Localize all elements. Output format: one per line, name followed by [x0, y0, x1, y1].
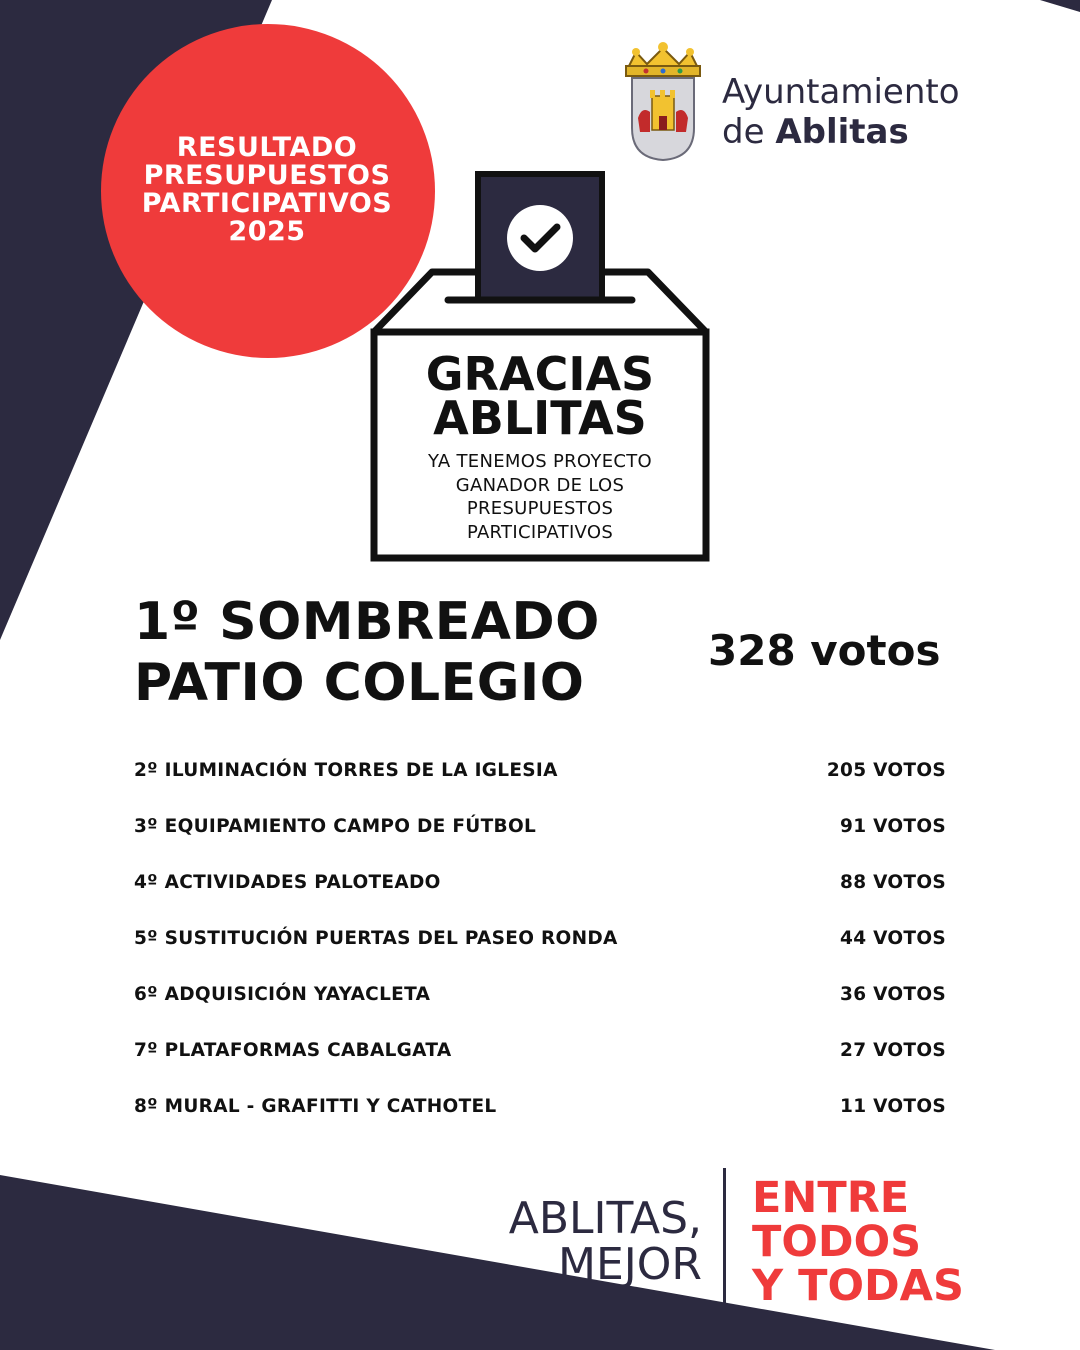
ballot-subtitle-line: PRESUPUESTOS	[466, 498, 614, 519]
ranking-votes: 11 VOTOS	[840, 1096, 946, 1117]
ranking-label: 3º EQUIPAMIENTO CAMPO DE FÚTBOL	[134, 816, 537, 837]
organization-name	[722, 72, 960, 152]
ranking-row	[134, 984, 946, 1040]
ballot-title-line: ABLITAS	[433, 391, 647, 445]
winner-line: 1º SOMBREADO	[134, 592, 600, 652]
org-line-2-name: Ablitas	[775, 112, 909, 152]
ranking-label: 8º MURAL - GRAFITTI Y CATHOTEL	[134, 1096, 497, 1117]
ranking-row	[134, 872, 946, 928]
ballot-title	[378, 347, 702, 445]
slogan-right-line: TODOS	[752, 1217, 922, 1267]
ranking-votes: 205 VOTOS	[826, 760, 946, 781]
badge-line: PARTICIPATIVOS	[141, 188, 393, 219]
rankings-list	[134, 760, 946, 1152]
slogan-right-line: Y TODAS	[752, 1261, 964, 1311]
badge-line: PRESUPUESTOS	[143, 160, 391, 191]
slogan-left-line: MEJOR	[558, 1239, 702, 1290]
org-line-1: Ayuntamiento	[722, 72, 960, 112]
badge-year: 2025	[228, 216, 306, 247]
ballot-subtitle-line: PARTICIPATIVOS	[466, 521, 614, 543]
ballot-subtitle	[378, 450, 702, 544]
ranking-label: 6º ADQUISICIÓN YAYACLETA	[134, 984, 431, 1005]
slogan-right	[752, 1173, 964, 1311]
ranking-votes: 44 VOTOS	[840, 928, 946, 949]
ranking-votes: 36 VOTOS	[840, 984, 946, 1005]
badge-line: RESULTADO	[176, 132, 358, 163]
ranking-votes: 27 VOTOS	[840, 1040, 946, 1061]
ballot-title-line: GRACIAS	[425, 347, 655, 401]
ranking-row	[134, 928, 946, 984]
ranking-row	[134, 760, 946, 816]
ballot-subtitle-line: GANADOR DE LOS	[455, 474, 625, 496]
check-circle	[507, 205, 573, 271]
ranking-label: 2º ILUMINACIÓN TORRES DE LA IGLESIA	[134, 760, 558, 781]
coat-of-arms-icon	[626, 42, 700, 160]
winner-project	[134, 592, 600, 714]
slogan-divider	[723, 1168, 726, 1320]
winner-votes: 328 votos	[708, 626, 941, 675]
ranking-row	[134, 1040, 946, 1096]
ranking-label: 4º ACTIVIDADES PALOTEADO	[134, 872, 441, 893]
winner-line: PATIO COLEGIO	[134, 653, 585, 713]
ranking-row	[134, 1096, 946, 1152]
badge-text	[102, 134, 432, 246]
ranking-votes: 91 VOTOS	[840, 816, 946, 837]
ranking-label: 5º SUSTITUCIÓN PUERTAS DEL PASEO RONDA	[134, 928, 618, 949]
slogan-left	[470, 1193, 702, 1290]
org-line-2	[722, 112, 960, 152]
org-line-2-prefix: de	[722, 112, 776, 152]
slogan-right-line: ENTRE	[752, 1173, 910, 1223]
ballot-subtitle-line: YA TENEMOS PROYECTO	[427, 451, 653, 472]
ranking-label: 7º PLATAFORMAS CABALGATA	[134, 1040, 452, 1061]
ranking-votes: 88 VOTOS	[840, 872, 946, 893]
slogan-left-line: ABLITAS,	[508, 1193, 702, 1244]
ranking-row	[134, 816, 946, 872]
